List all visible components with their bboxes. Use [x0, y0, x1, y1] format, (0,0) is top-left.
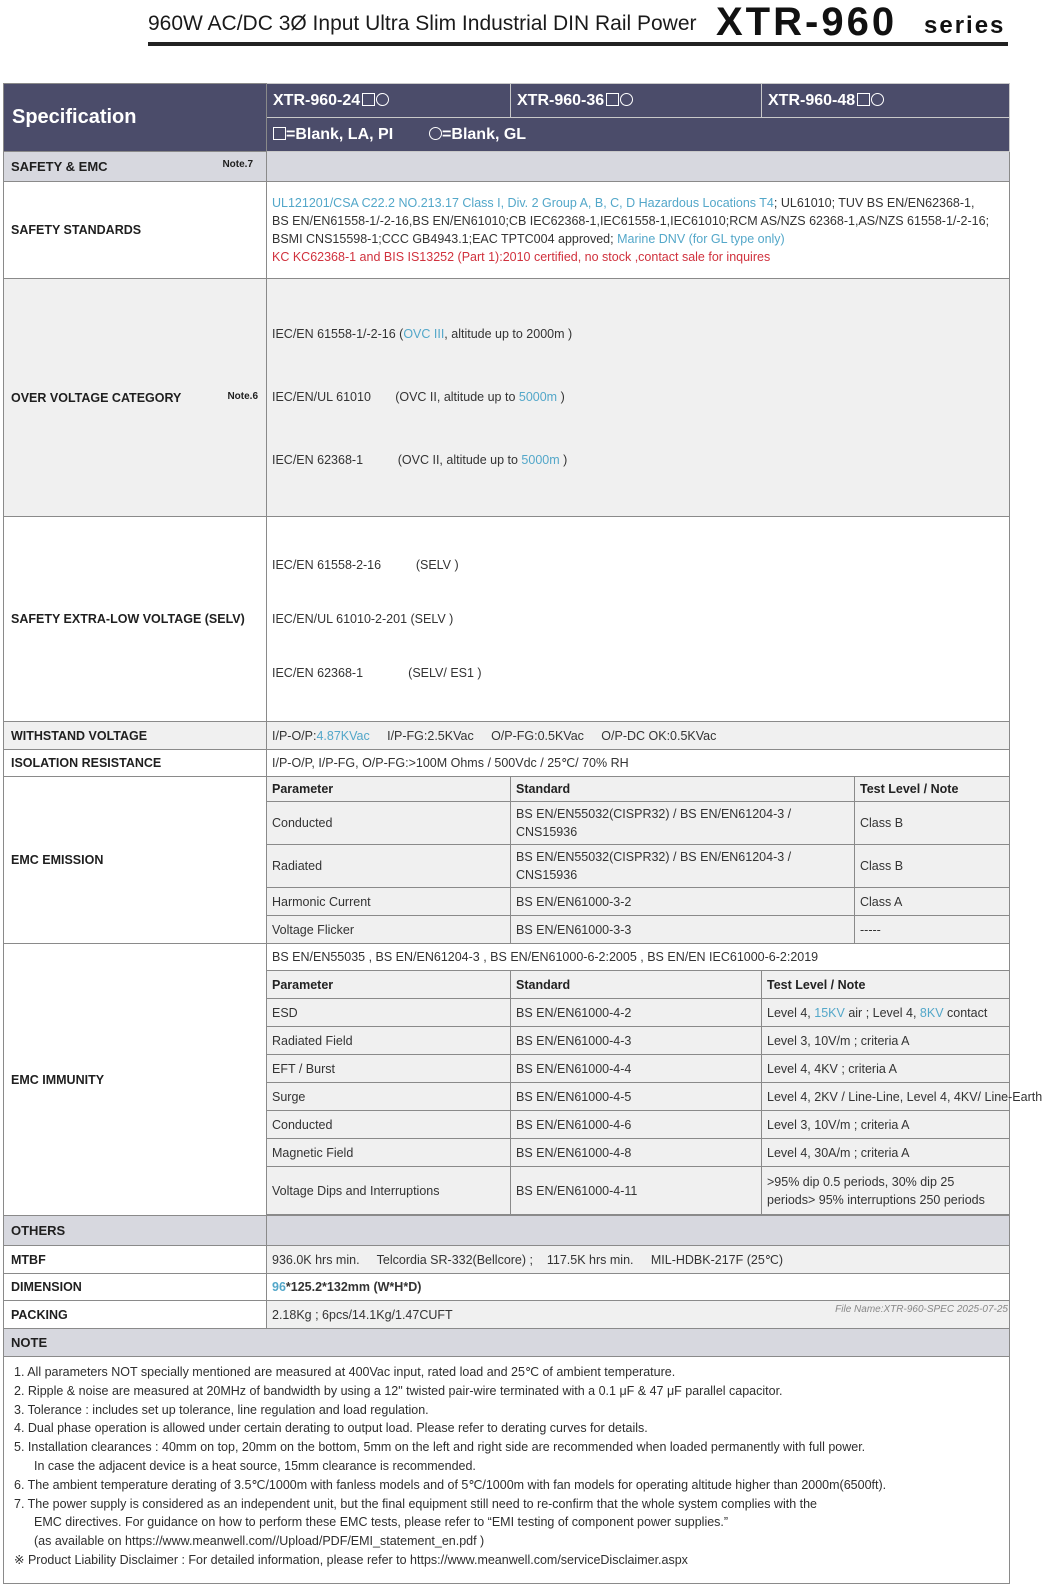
- immunity-standard: BS EN/EN61000-4-3: [511, 1027, 762, 1055]
- safety-emc-note: Note.7: [222, 159, 253, 170]
- value-safety-standards: UL121201/CSA C22.2 NO.213.17 Class I, Div. 2 Group A, B, C, D Hazardous Locations T4; UL61010; TUV BS EN/EN62368-1, BS EN/EN61558-1/-2-16,BS EN/EN61010;CB IEC62368-1,IEC61558-1,IEC61010;RCM AS/NZS 62368-1,AS/NZS 61558-1/-2-16; BSMI CNS15598-1;CCC GB4943.1;EAC TPTC004 approved; Marine DNV (for GL type only) KC KC62368-1 and BIS IS13252 (Part 1):2010 certified, no stock ,contact sale for inquires: [267, 182, 1010, 279]
- file-name: File Name:XTR-960-SPEC 2025-07-25: [835, 1304, 1008, 1315]
- immunity-param: Radiated Field: [267, 1027, 511, 1055]
- label-dimension: DIMENSION: [4, 1274, 267, 1301]
- value-isolation: I/P-O/P, I/P-FG, O/P-FG:>100M Ohms / 500Vdc / 25℃/ 70% RH: [267, 750, 1010, 777]
- label-emc-emission: EMC EMISSION: [4, 777, 267, 944]
- immunity-standard: BS EN/EN61000-4-8: [511, 1139, 762, 1167]
- value-packing: 2.18Kg ; 6pcs/14.1Kg/1.47CUFT: [267, 1301, 1010, 1329]
- model-36: XTR-960-36: [511, 84, 762, 118]
- emission-standard: BS EN/EN55032(CISPR32) / BS EN/EN61204-3 / CNS15936: [511, 845, 855, 888]
- label-packing: PACKING: [4, 1301, 267, 1329]
- circle-symbol-icon: [429, 127, 442, 140]
- emission-param: Harmonic Current: [267, 888, 511, 916]
- immunity-level: Level 4, 30A/m ; criteria A: [762, 1139, 1010, 1167]
- immunity-level: Level 4, 15KV air ; Level 4, 8KV contact: [762, 999, 1010, 1027]
- note-7: 7. The power supply is considered as an independent unit, but the final equipment still need to re-confirm that the whole system complies with the: [14, 1496, 817, 1511]
- emission-param: Voltage Flicker: [267, 916, 511, 944]
- box-symbol-icon: [273, 127, 286, 140]
- label-safety-standards: SAFETY STANDARDS: [4, 182, 267, 279]
- note-7-cont: EMC directives. For guidance on how to perform these EMC tests, please refer to “EMI testing of component power supplies.”: [34, 1515, 729, 1530]
- box-symbol-icon: [362, 93, 375, 106]
- model-48: XTR-960-48: [762, 84, 1010, 118]
- box-symbol-icon: [857, 93, 870, 106]
- immunity-param: ESD: [267, 999, 511, 1027]
- immunity-level: Level 3, 10V/m ; criteria A: [762, 1027, 1010, 1055]
- emission-level: Class B: [855, 845, 1010, 888]
- note-7-link: (as available on https://www.meanwell.com//Upload/PDF/EMI_statement_en.pdf ): [34, 1534, 485, 1549]
- note-3: 3. Tolerance : includes set up tolerance, line regulation and load regulation.: [14, 1402, 429, 1417]
- value-mtbf: 936.0K hrs min. Telcordia SR-332(Bellcore) ; 117.5K hrs min. MIL-HDBK-217F (25℃): [267, 1246, 1010, 1274]
- immunity-standard: BS EN/EN61000-4-2: [511, 999, 762, 1027]
- emission-level: -----: [855, 916, 1010, 944]
- page-subtitle: 960W AC/DC 3Ø Input Ultra Slim Industrial DIN Rail Power: [148, 12, 697, 35]
- product-model: XTR-960: [716, 0, 898, 44]
- immunity-level: Level 3, 10V/m ; criteria A: [762, 1111, 1010, 1139]
- spec-title: Specification: [4, 84, 267, 152]
- immunity-standard: BS EN/EN61000-4-11: [511, 1167, 762, 1215]
- note-6: 6. The ambient temperature derating of 3.5℃/1000m with fanless models and of 5℃/1000m with fan models for operating altitude higher than 2000m(6500ft).: [14, 1477, 887, 1492]
- page-header: [148, 0, 1008, 46]
- immunity-level: >95% dip 0.5 periods, 30% dip 25 periods> 95% interruptions 250 periods: [762, 1167, 1010, 1215]
- immunity-level: Level 4, 2KV / Line-Line, Level 4, 4KV/ Line-Earth: [762, 1083, 1010, 1111]
- emission-header-parameter: Parameter: [267, 777, 511, 802]
- immunity-standard: BS EN/EN61000-4-5: [511, 1083, 762, 1111]
- emission-param: Conducted: [267, 802, 511, 845]
- circle-symbol-icon: [871, 93, 884, 106]
- immunity-param: Surge: [267, 1083, 511, 1111]
- value-dimension: 96*125.2*132mm (W*H*D): [267, 1274, 1010, 1301]
- immunity-standard: BS EN/EN61000-4-6: [511, 1111, 762, 1139]
- box-legend-text: =Blank, LA, PI: [286, 125, 394, 143]
- box-symbol-icon: [606, 93, 619, 106]
- immunity-header-parameter: Parameter: [267, 971, 511, 999]
- disclaimer: ※ Product Liability Disclaimer : For detailed information, please refer to https://www.meanwell.com/serviceDisclaimer.aspx: [14, 1552, 688, 1567]
- spec-table: [3, 83, 1042, 1584]
- section-others: OTHERS: [4, 1216, 267, 1246]
- emission-param: Radiated: [267, 845, 511, 888]
- emission-standard: BS EN/EN55032(CISPR32) / BS EN/EN61204-3 / CNS15936: [511, 802, 855, 845]
- note-2: 2. Ripple & noise are measured at 20MHz of bandwidth by using a 12" twisted pair-wire terminated with a 0.1 μF & 47 μF parallel capacitor.: [14, 1383, 783, 1398]
- model-24: XTR-960-24: [267, 84, 511, 118]
- circle-symbol-icon: [376, 93, 389, 106]
- immunity-param: Voltage Dips and Interruptions: [267, 1167, 511, 1215]
- label-withstand: WITHSTAND VOLTAGE: [4, 722, 267, 750]
- label-mtbf: MTBF: [4, 1246, 267, 1274]
- value-over-voltage: IEC/EN 61558-1/-2-16 (OVC III, altitude up to 2000m ) IEC/EN/UL 61010 (OVC II, altitude up to 5000m ) IEC/EN 62368-1 (OVC II, altitude up to 5000m ): [267, 279, 1010, 517]
- immunity-param: EFT / Burst: [267, 1055, 511, 1083]
- label-isolation: ISOLATION RESISTANCE: [4, 750, 267, 777]
- immunity-header-level: Test Level / Note: [762, 971, 1010, 999]
- notes-body: [4, 1357, 1010, 1584]
- immunity-param: Magnetic Field: [267, 1139, 511, 1167]
- label-selv: SAFETY EXTRA-LOW VOLTAGE (SELV): [4, 517, 267, 722]
- emission-standard: BS EN/EN61000-3-2: [511, 888, 855, 916]
- value-withstand: I/P-O/P:4.87KVac I/P-FG:2.5KVac O/P-FG:0.5KVac O/P-DC OK:0.5KVac: [267, 722, 1010, 750]
- label-over-voltage: OVER VOLTAGE CATEGORY Note.6: [4, 279, 267, 517]
- emission-standard: BS EN/EN61000-3-3: [511, 916, 855, 944]
- note-1: 1. All parameters NOT specially mentioned are measured at 400Vac input, rated load and 25℃ of ambient temperature.: [14, 1365, 676, 1379]
- section-safety-emc: SAFETY & EMC Note.7: [4, 152, 267, 182]
- emission-level: Class A: [855, 888, 1010, 916]
- note-4: 4. Dual phase operation is allowed under certain derating to output load. Please refer to derating curves for details.: [14, 1421, 648, 1436]
- emission-header-level: Test Level / Note: [855, 777, 1010, 802]
- note-5-cont: In case the adjacent device is a heat source, 15mm clearance is recommended.: [34, 1458, 476, 1473]
- immunity-level: Level 4, 4KV ; criteria A: [762, 1055, 1010, 1083]
- note-5: 5. Installation clearances : 40mm on top, 20mm on the bottom, 5mm on the left and right side are recommended when loaded permanently with full power.: [14, 1440, 866, 1455]
- option-legend: [267, 118, 1010, 152]
- emission-header-standard: Standard: [511, 777, 855, 802]
- immunity-standards: BS EN/EN55035 , BS EN/EN61204-3 , BS EN/EN61000-6-2:2005 , BS EN/EN IEC61000-6-2:2019: [267, 944, 1010, 971]
- immunity-param: Conducted: [267, 1111, 511, 1139]
- circle-symbol-icon: [620, 93, 633, 106]
- product-series: series: [924, 12, 1006, 39]
- value-selv: IEC/EN 61558-2-16 (SELV ) IEC/EN/UL 61010-2-201 (SELV ) IEC/EN 62368-1 (SELV/ ES1 ): [267, 517, 1010, 722]
- immunity-header-standard: Standard: [511, 971, 762, 999]
- circle-legend-text: =Blank, GL: [442, 125, 527, 143]
- emission-level: Class B: [855, 802, 1010, 845]
- label-emc-immunity: EMC IMMUNITY: [4, 944, 267, 1216]
- immunity-standard: BS EN/EN61000-4-4: [511, 1055, 762, 1083]
- section-note: NOTE: [4, 1329, 1010, 1357]
